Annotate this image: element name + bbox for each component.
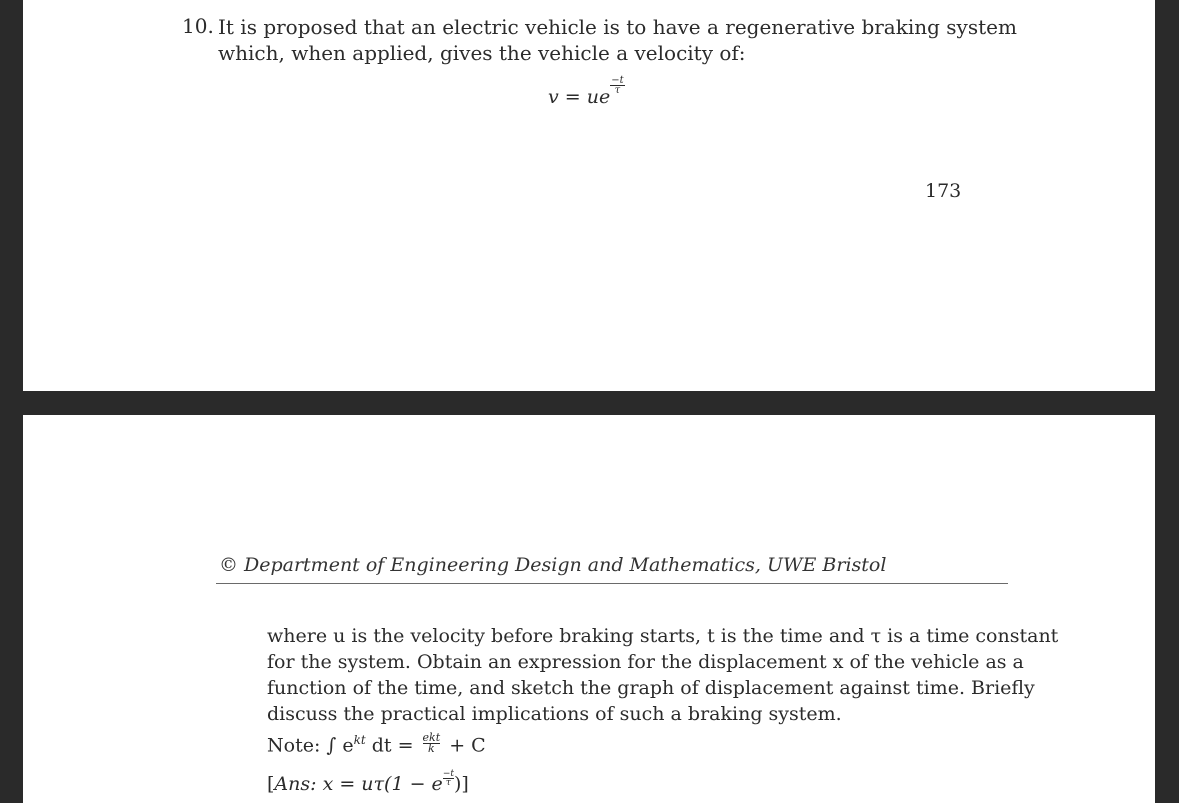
velocity-equation: [548, 75, 625, 108]
equation-exponent-denominator: τ: [614, 85, 621, 96]
question-line-1: It is proposed that an electric vehicle is to have a regenerative braking system: [218, 15, 1017, 39]
question-number: 10.: [182, 14, 214, 38]
question-line-2: which, when applied, gives the vehicle a velocity of:: [218, 41, 746, 65]
footer-divider: [216, 583, 1008, 584]
answer-exponent-numerator: −t: [442, 769, 454, 779]
question-continuation: [267, 623, 1059, 727]
note-dt: dt =: [371, 734, 414, 757]
note-fraction: [422, 730, 441, 755]
note-fraction-numerator: ekt: [422, 730, 441, 744]
footer-text: Department of Engineering Design and Mathematics, UWE Bristol: [244, 554, 887, 576]
equation-exponent: [610, 76, 624, 95]
body-line-1: where u is the velocity before braking starts, t is the time and τ is a time constant: [267, 625, 1059, 647]
footer-copyright: [219, 554, 886, 576]
body-line-2: for the system. Obtain an expression for the displacement x of the vehicle as a: [267, 651, 1024, 673]
body-line-3: function of the time, and sketch the graph of displacement against time. Briefly: [267, 677, 1035, 699]
equation-lhs: v = ue: [548, 86, 611, 108]
note-exponent: kt: [353, 733, 366, 747]
answer-close-bracket: )]: [453, 773, 469, 795]
answer-label: Ans:: [274, 773, 317, 795]
note-integral: ∫ e: [326, 734, 354, 757]
equation-exponent-numerator: −t: [611, 75, 624, 86]
page-number: 173: [925, 180, 962, 202]
answer-open-bracket: [: [267, 773, 275, 795]
question-text: [218, 14, 1017, 66]
note-fraction-denominator: k: [428, 741, 435, 755]
note-constant: + C: [449, 734, 486, 757]
body-line-4: discuss the practical implications of such a braking system.: [267, 703, 842, 725]
copyright-icon: ©: [219, 554, 238, 576]
answer: [267, 769, 469, 795]
integral-note: [267, 730, 486, 757]
answer-exponent: [443, 770, 454, 787]
answer-exponent-denominator: τ: [445, 778, 451, 788]
top-page: [23, 0, 1155, 391]
note-label: Note:: [267, 734, 321, 757]
bottom-page: [23, 415, 1155, 803]
answer-expression: x = uτ(1 − e: [322, 773, 443, 795]
